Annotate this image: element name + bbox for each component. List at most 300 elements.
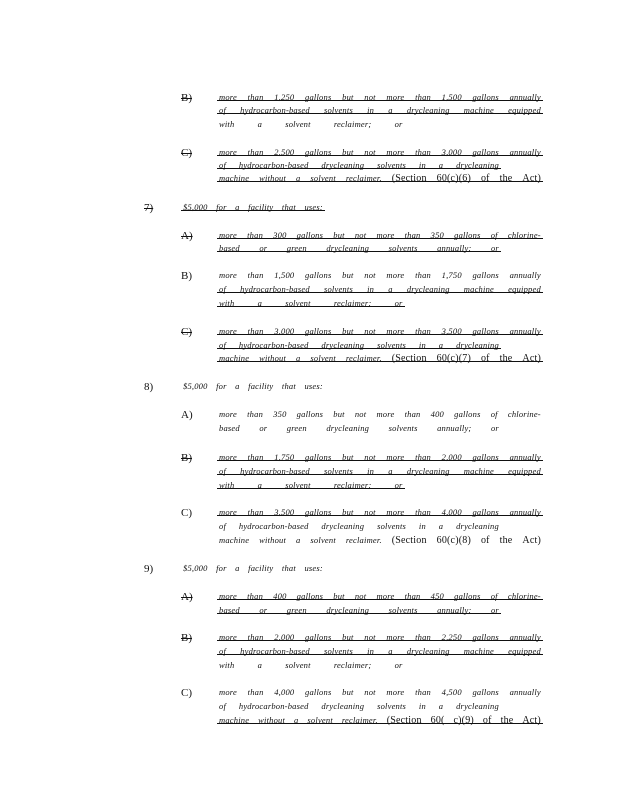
- word: drycleaning: [406, 646, 450, 656]
- word: in: [418, 521, 426, 531]
- word: gallons: [454, 230, 481, 240]
- word: drycleaning: [326, 605, 370, 615]
- word: of: [480, 353, 490, 364]
- word: facility: [248, 381, 274, 391]
- word: a: [257, 480, 263, 490]
- text-line: [219, 173, 541, 184]
- item-label: C): [181, 687, 192, 699]
- word: more: [219, 92, 237, 102]
- word: more: [219, 632, 237, 642]
- word: with: [219, 660, 235, 670]
- text-line: [219, 270, 541, 280]
- word: gallons: [305, 147, 332, 157]
- word: a: [388, 284, 393, 294]
- word: than: [404, 591, 421, 601]
- word: annually: [509, 452, 541, 462]
- word: 350: [430, 230, 444, 240]
- item-label: B): [181, 452, 192, 464]
- word: with: [219, 480, 235, 490]
- word: 1,750: [274, 452, 295, 462]
- word: a: [235, 202, 240, 212]
- word: of: [490, 409, 498, 419]
- word: than: [404, 409, 421, 419]
- word: in: [418, 340, 426, 350]
- word: a: [438, 160, 444, 170]
- word: not: [364, 326, 376, 336]
- word: not: [364, 92, 376, 102]
- strikethrough-line: [181, 210, 325, 211]
- word: but: [333, 230, 345, 240]
- strikethrough-line: [217, 361, 543, 362]
- word: or: [259, 605, 268, 615]
- word: than: [415, 507, 431, 517]
- word: gallons: [472, 452, 499, 462]
- word: solvent: [285, 119, 311, 129]
- word: solvent: [310, 535, 336, 545]
- word: equipped: [508, 466, 541, 476]
- word: gallons: [305, 92, 332, 102]
- word: more: [219, 270, 237, 280]
- word: Act): [522, 715, 541, 726]
- word: a: [296, 353, 301, 363]
- word: hydrocarbon-based: [238, 701, 309, 711]
- word: or: [259, 243, 268, 253]
- word: solvents: [377, 701, 407, 711]
- word: uses:: [304, 202, 323, 212]
- word: a: [294, 715, 299, 725]
- item-label: B): [181, 92, 192, 104]
- word: that: [281, 563, 296, 573]
- word: hydrocarbon-based: [238, 521, 309, 531]
- word: not: [364, 270, 376, 280]
- word: solvents: [323, 105, 353, 115]
- word: in: [367, 466, 375, 476]
- word: drycleaning: [456, 701, 499, 711]
- word: drycleaning: [456, 521, 499, 531]
- word: more: [376, 591, 395, 601]
- word: Act): [522, 353, 541, 364]
- strikethrough-line: [217, 599, 543, 600]
- word: gallons: [454, 409, 481, 419]
- word: machine: [463, 284, 494, 294]
- word: than: [415, 687, 431, 697]
- word: for: [216, 381, 227, 391]
- strikethrough-line: [217, 251, 501, 252]
- word: hydrocarbon-based: [240, 284, 310, 294]
- word: solvent: [310, 173, 336, 183]
- word: but: [342, 507, 354, 517]
- text-line: [219, 423, 499, 433]
- word: that: [281, 202, 296, 212]
- word: not: [364, 452, 376, 462]
- word: gallons: [296, 230, 324, 240]
- strikethrough-line: [217, 613, 501, 614]
- text-line: [183, 381, 323, 391]
- word: drycleaning: [456, 160, 499, 170]
- word: not: [364, 507, 376, 517]
- word: than: [247, 147, 264, 157]
- strikethrough-line: [217, 474, 543, 475]
- word: more: [376, 409, 395, 419]
- word: chlorine-: [507, 409, 541, 419]
- word: annually: [509, 507, 541, 517]
- word: or: [490, 605, 499, 615]
- word: the: [499, 535, 513, 546]
- word: more: [386, 452, 405, 462]
- word: of: [480, 173, 490, 184]
- word: than: [415, 632, 431, 642]
- word: more: [219, 591, 237, 601]
- word: uses:: [304, 381, 323, 391]
- word: in: [418, 701, 426, 711]
- word: a: [235, 563, 240, 573]
- text-line: [219, 409, 541, 419]
- word: gallons: [472, 147, 499, 157]
- word: reclaimer.: [345, 535, 382, 545]
- word: but: [342, 632, 354, 642]
- word: a: [296, 535, 301, 545]
- word: solvents: [377, 160, 407, 170]
- word: reclaimer.: [345, 173, 382, 183]
- text-line: [219, 353, 541, 364]
- word: reclaimer;: [333, 298, 372, 308]
- word: facility: [248, 563, 274, 573]
- word: solvents: [323, 646, 353, 656]
- word: annually: [509, 632, 541, 642]
- item-label: C): [181, 147, 192, 159]
- text-line: [219, 535, 541, 546]
- word: green: [286, 243, 307, 253]
- word: drycleaning: [456, 340, 499, 350]
- text-line: [183, 563, 323, 573]
- word: hydrocarbon-based: [240, 105, 310, 115]
- word: annually;: [437, 605, 472, 615]
- word: more: [386, 147, 405, 157]
- word: more: [219, 230, 237, 240]
- word: chlorine-: [507, 591, 541, 601]
- item-label: 7): [144, 202, 154, 214]
- word: 60(c)(7): [436, 353, 471, 364]
- word: hydrocarbon-based: [240, 466, 310, 476]
- word: 2,500: [274, 147, 295, 157]
- word: gallons: [472, 687, 499, 697]
- word: not: [354, 591, 367, 601]
- word: Act): [522, 535, 541, 546]
- word: or: [490, 243, 499, 253]
- word: a: [388, 105, 393, 115]
- word: more: [219, 147, 237, 157]
- word: than: [247, 326, 264, 336]
- word: but: [342, 92, 354, 102]
- word: annually;: [437, 423, 472, 433]
- word: but: [342, 270, 354, 280]
- word: gallons: [472, 326, 499, 336]
- word: than: [247, 409, 264, 419]
- word: more: [219, 326, 237, 336]
- word: 3,000: [441, 147, 462, 157]
- word: of: [490, 230, 498, 240]
- word: more: [386, 632, 405, 642]
- word: than: [247, 92, 264, 102]
- word: than: [415, 270, 431, 280]
- word: hydrocarbon-based: [238, 160, 309, 170]
- text-line: [219, 687, 541, 697]
- word: annually: [509, 687, 541, 697]
- word: 300: [273, 230, 287, 240]
- word: than: [247, 591, 264, 601]
- strikethrough-line: [217, 181, 543, 182]
- item-label: A): [181, 591, 193, 603]
- word: with: [219, 119, 235, 129]
- word: gallons: [305, 326, 332, 336]
- word: solvent: [285, 660, 311, 670]
- word: without: [259, 353, 287, 363]
- word: gallons: [305, 687, 332, 697]
- word: gallons: [472, 270, 499, 280]
- word: 400: [430, 409, 444, 419]
- word: gallons: [472, 92, 499, 102]
- strikethrough-line: [217, 168, 501, 169]
- word: machine: [463, 646, 494, 656]
- word: 2,000: [274, 632, 295, 642]
- word: annually: [509, 326, 541, 336]
- word: 3,000: [274, 326, 295, 336]
- word: more: [386, 92, 405, 102]
- word: 1,500: [274, 270, 295, 280]
- word: 2,000: [441, 452, 462, 462]
- word: not: [364, 147, 376, 157]
- word: solvents: [323, 284, 353, 294]
- word: solvents: [388, 423, 418, 433]
- word: based: [219, 423, 240, 433]
- word: machine: [219, 535, 250, 545]
- strikethrough-line: [217, 292, 543, 293]
- word: machine: [219, 173, 250, 183]
- word: more: [219, 409, 237, 419]
- word: but: [333, 409, 345, 419]
- item-label: C): [181, 507, 192, 519]
- word: than: [247, 632, 264, 642]
- word: 1,750: [441, 270, 462, 280]
- word: 4,000: [441, 507, 462, 517]
- word: than: [247, 270, 264, 280]
- item-label: 9): [144, 563, 154, 575]
- word: or: [490, 423, 499, 433]
- word: 350: [273, 409, 287, 419]
- word: reclaimer;: [333, 660, 372, 670]
- word: not: [354, 230, 367, 240]
- word: but: [342, 147, 354, 157]
- text-line: [219, 119, 403, 129]
- word: (Section: [386, 715, 422, 726]
- strikethrough-line: [217, 640, 543, 641]
- strikethrough-line: [217, 306, 405, 307]
- word: $5,000: [183, 563, 208, 573]
- word: 3,500: [441, 326, 462, 336]
- word: 400: [273, 591, 287, 601]
- word: for: [216, 563, 227, 573]
- word: 4,000: [274, 687, 295, 697]
- word: gallons: [472, 632, 499, 642]
- word: more: [386, 270, 405, 280]
- word: hydrocarbon-based: [238, 340, 309, 350]
- item-label: C): [181, 326, 192, 338]
- word: but: [342, 687, 354, 697]
- word: gallons: [454, 591, 481, 601]
- word: a: [257, 660, 263, 670]
- word: than: [415, 326, 431, 336]
- word: than: [404, 230, 421, 240]
- word: 60(c)(8): [436, 535, 471, 546]
- word: a: [257, 298, 263, 308]
- item-label: B): [181, 270, 192, 282]
- word: gallons: [305, 452, 332, 462]
- word: more: [386, 507, 405, 517]
- word: without: [259, 535, 287, 545]
- word: solvents: [323, 466, 353, 476]
- word: machine: [463, 466, 494, 476]
- word: a: [438, 521, 444, 531]
- word: not: [354, 409, 367, 419]
- word: more: [376, 230, 395, 240]
- word: green: [286, 605, 307, 615]
- word: than: [247, 687, 264, 697]
- strikethrough-line: [217, 723, 543, 724]
- word: a: [438, 340, 444, 350]
- word: a: [257, 119, 263, 129]
- word: drycleaning: [326, 423, 370, 433]
- word: reclaimer;: [333, 119, 372, 129]
- word: gallons: [296, 591, 324, 601]
- word: a: [438, 701, 444, 711]
- word: 60(: [430, 715, 445, 726]
- strikethrough-line: [217, 515, 543, 516]
- word: annually: [509, 270, 541, 280]
- word: (Section: [391, 173, 427, 184]
- word: machine: [463, 105, 494, 115]
- word: a: [388, 646, 393, 656]
- text-line: [219, 701, 499, 711]
- word: the: [499, 353, 513, 364]
- text-line: [219, 715, 541, 726]
- item-label: A): [181, 409, 193, 421]
- word: green: [286, 423, 307, 433]
- word: gallons: [296, 409, 324, 419]
- word: $5,000: [183, 381, 208, 391]
- word: or: [394, 119, 403, 129]
- item-label: A): [181, 230, 193, 242]
- word: 60(c)(6): [436, 173, 471, 184]
- word: without: [259, 173, 287, 183]
- word: (Section: [391, 353, 427, 364]
- word: uses:: [304, 563, 323, 573]
- word: without: [258, 715, 286, 725]
- word: gallons: [305, 270, 332, 280]
- word: reclaimer.: [345, 353, 382, 363]
- word: $5,000: [183, 202, 208, 212]
- item-label: 8): [144, 381, 154, 393]
- strikethrough-line: [217, 334, 543, 335]
- word: that: [281, 381, 296, 391]
- text-line: [219, 521, 499, 531]
- word: solvent: [285, 480, 311, 490]
- word: gallons: [305, 632, 332, 642]
- word: drycleaning: [321, 340, 365, 350]
- word: but: [342, 326, 354, 336]
- word: drycleaning: [406, 105, 450, 115]
- word: not: [364, 687, 376, 697]
- word: a: [235, 381, 240, 391]
- strikethrough-line: [217, 654, 543, 655]
- word: more: [386, 687, 405, 697]
- word: solvents: [388, 243, 418, 253]
- word: but: [342, 452, 354, 462]
- word: 450: [430, 591, 444, 601]
- word: with: [219, 298, 235, 308]
- word: equipped: [508, 646, 541, 656]
- word: drycleaning: [321, 701, 365, 711]
- word: gallons: [472, 507, 499, 517]
- word: machine: [219, 715, 250, 725]
- word: solvents: [377, 340, 407, 350]
- word: for: [216, 202, 227, 212]
- word: of: [219, 340, 227, 350]
- word: c)(9): [453, 715, 474, 726]
- word: based: [219, 243, 240, 253]
- word: or: [394, 660, 403, 670]
- word: annually: [509, 92, 541, 102]
- word: more: [386, 326, 405, 336]
- word: than: [415, 92, 431, 102]
- word: more: [219, 687, 237, 697]
- word: annually;: [437, 243, 472, 253]
- strikethrough-line: [217, 348, 501, 349]
- word: 2,250: [441, 632, 462, 642]
- word: annually: [509, 147, 541, 157]
- text-line: [219, 660, 403, 670]
- word: gallons: [305, 507, 332, 517]
- word: the: [500, 715, 514, 726]
- word: a: [296, 173, 301, 183]
- word: of: [219, 284, 227, 294]
- word: or: [394, 480, 403, 490]
- word: of: [219, 105, 227, 115]
- strikethrough-line: [217, 155, 543, 156]
- word: or: [259, 423, 268, 433]
- word: a: [388, 466, 393, 476]
- word: solvent: [310, 353, 336, 363]
- word: reclaimer.: [341, 715, 378, 725]
- word: (Section: [391, 535, 427, 546]
- word: than: [247, 230, 264, 240]
- word: the: [499, 173, 513, 184]
- word: of: [219, 521, 227, 531]
- word: drycleaning: [326, 243, 370, 253]
- word: than: [415, 452, 431, 462]
- word: of: [219, 646, 227, 656]
- word: drycleaning: [406, 284, 450, 294]
- word: in: [367, 105, 375, 115]
- word: solvent: [307, 715, 333, 725]
- word: based: [219, 605, 240, 615]
- strikethrough-line: [217, 488, 405, 489]
- word: solvents: [377, 521, 407, 531]
- word: 3,500: [274, 507, 295, 517]
- word: Act): [522, 173, 541, 184]
- word: solvents: [388, 605, 418, 615]
- strikethrough-line: [217, 460, 543, 461]
- word: in: [367, 646, 375, 656]
